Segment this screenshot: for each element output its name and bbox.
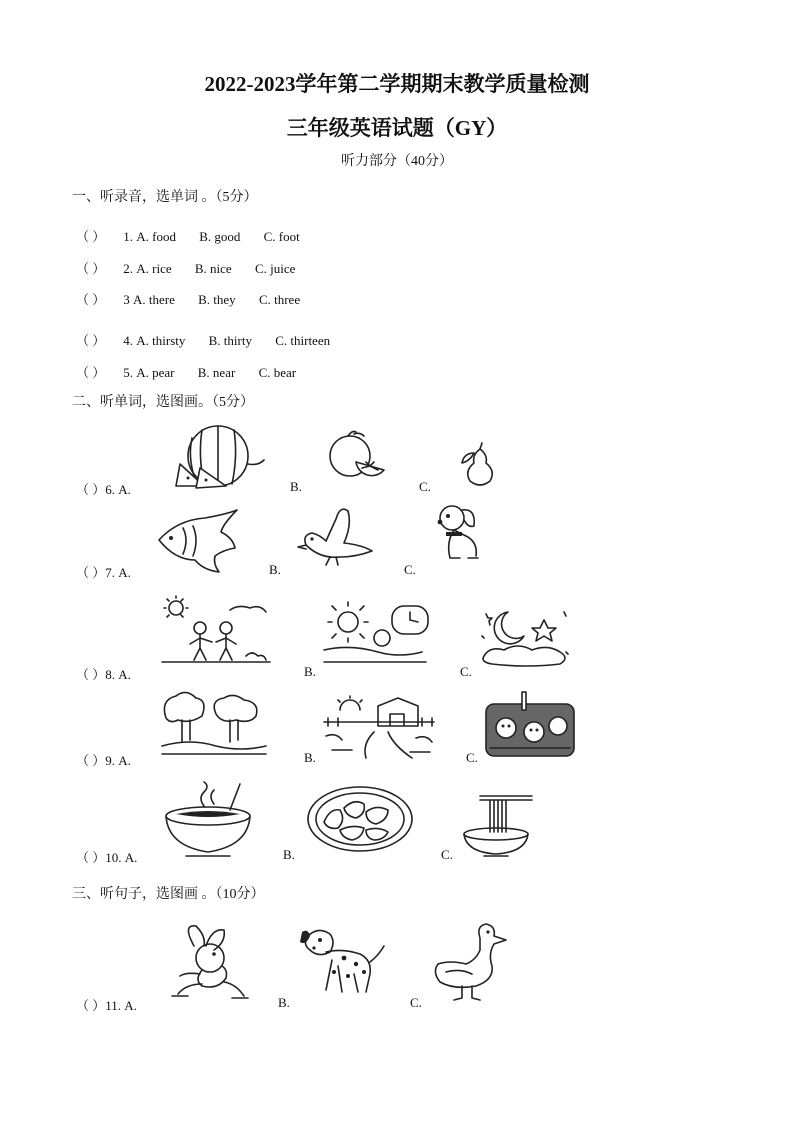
option-a: A. pear (136, 365, 175, 380)
option-b: B. nice (194, 261, 232, 276)
dumplings-icon[interactable] (306, 784, 414, 854)
option-b-label: B. (278, 995, 290, 1010)
night-moon-scene[interactable] (478, 606, 574, 670)
option-c-label: C. (441, 847, 453, 862)
watermelon-icon[interactable] (174, 424, 270, 492)
question-number: 5. (123, 365, 133, 380)
dog-icon[interactable] (432, 502, 484, 566)
park-trees-scene[interactable] (160, 690, 268, 756)
soup-bowl-icon[interactable] (164, 782, 264, 860)
fish-icon[interactable] (157, 510, 239, 574)
sun-clock-scene[interactable] (320, 600, 432, 670)
option-c: C. foot (263, 229, 300, 244)
question-1 (76, 226, 300, 245)
question-2 (76, 258, 295, 277)
question-3 (76, 289, 300, 308)
option-c-label: C. (410, 995, 422, 1010)
answer-paren[interactable]: （ ） (76, 365, 106, 380)
question-number: 4. (123, 333, 133, 348)
exam-subtitle: 三年级英语试题（GY） (286, 116, 508, 140)
option-c-label: C. (419, 479, 431, 494)
option-a: A. thirsty (136, 333, 186, 348)
option-c: C. bear (258, 365, 297, 380)
exam-title: 2022-2023学年第二学期期末教学质量检测 (204, 72, 590, 96)
question-11-prefix: （ ）11. A. (76, 998, 137, 1013)
answer-paren[interactable]: （ ） (76, 229, 106, 244)
option-b-label: B. (283, 847, 295, 862)
option-b-label: B. (269, 562, 281, 577)
farm-scene[interactable] (322, 696, 440, 762)
option-b: B. thirty (208, 333, 252, 348)
option-c-label: C. (466, 750, 478, 765)
option-c: C. juice (254, 261, 296, 276)
section2-heading: 二、听单词，选图画。（5分） (72, 395, 254, 410)
question-10-prefix: （ ）10. A. (76, 850, 138, 865)
option-c-label: C. (460, 664, 472, 679)
option-b: B. they (198, 292, 236, 307)
option-b-label: B. (304, 664, 316, 679)
part-label: 听力部分（40分） (341, 154, 453, 169)
option-b-label: B. (304, 750, 316, 765)
option-b: B. good (199, 229, 241, 244)
pear-icon[interactable] (458, 443, 498, 487)
option-c-label: C. (404, 562, 416, 577)
question-number: 3 (123, 292, 130, 307)
question-6-prefix: （ ）6. A. (76, 482, 131, 497)
duck-icon[interactable] (432, 920, 508, 1002)
answer-paren[interactable]: （ ） (76, 333, 106, 348)
option-a: A. there (133, 292, 175, 307)
answer-paren[interactable]: （ ） (76, 261, 106, 276)
answer-paren[interactable]: （ ） (76, 292, 106, 307)
option-b-label: B. (290, 479, 302, 494)
rabbit-icon[interactable] (166, 924, 250, 1004)
question-7-prefix: （ ）7. A. (76, 565, 131, 580)
option-c: C. three (258, 292, 301, 307)
dog-spotted-icon[interactable] (298, 926, 386, 998)
option-b: B. near (197, 365, 236, 380)
option-a: A. food (136, 229, 176, 244)
question-4 (76, 330, 330, 349)
section3-heading: 三、听句子，选图画 。（10分） (72, 887, 265, 902)
bird-icon[interactable] (296, 505, 376, 567)
question-9-prefix: （ ）9. A. (76, 753, 131, 768)
zoo-scene[interactable] (482, 688, 578, 760)
question-number: 2. (123, 261, 133, 276)
morning-walk-scene[interactable] (160, 596, 272, 668)
option-a: A. rice (136, 261, 172, 276)
section1-heading: 一、听录音，选单词 。（5分） (72, 190, 258, 205)
orange-icon[interactable] (326, 428, 388, 478)
option-c: C. thirteen (275, 333, 331, 348)
question-8-prefix: （ ）8. A. (76, 667, 131, 682)
question-number: 1. (123, 229, 133, 244)
question-5 (76, 362, 296, 381)
noodles-icon[interactable] (460, 792, 534, 858)
